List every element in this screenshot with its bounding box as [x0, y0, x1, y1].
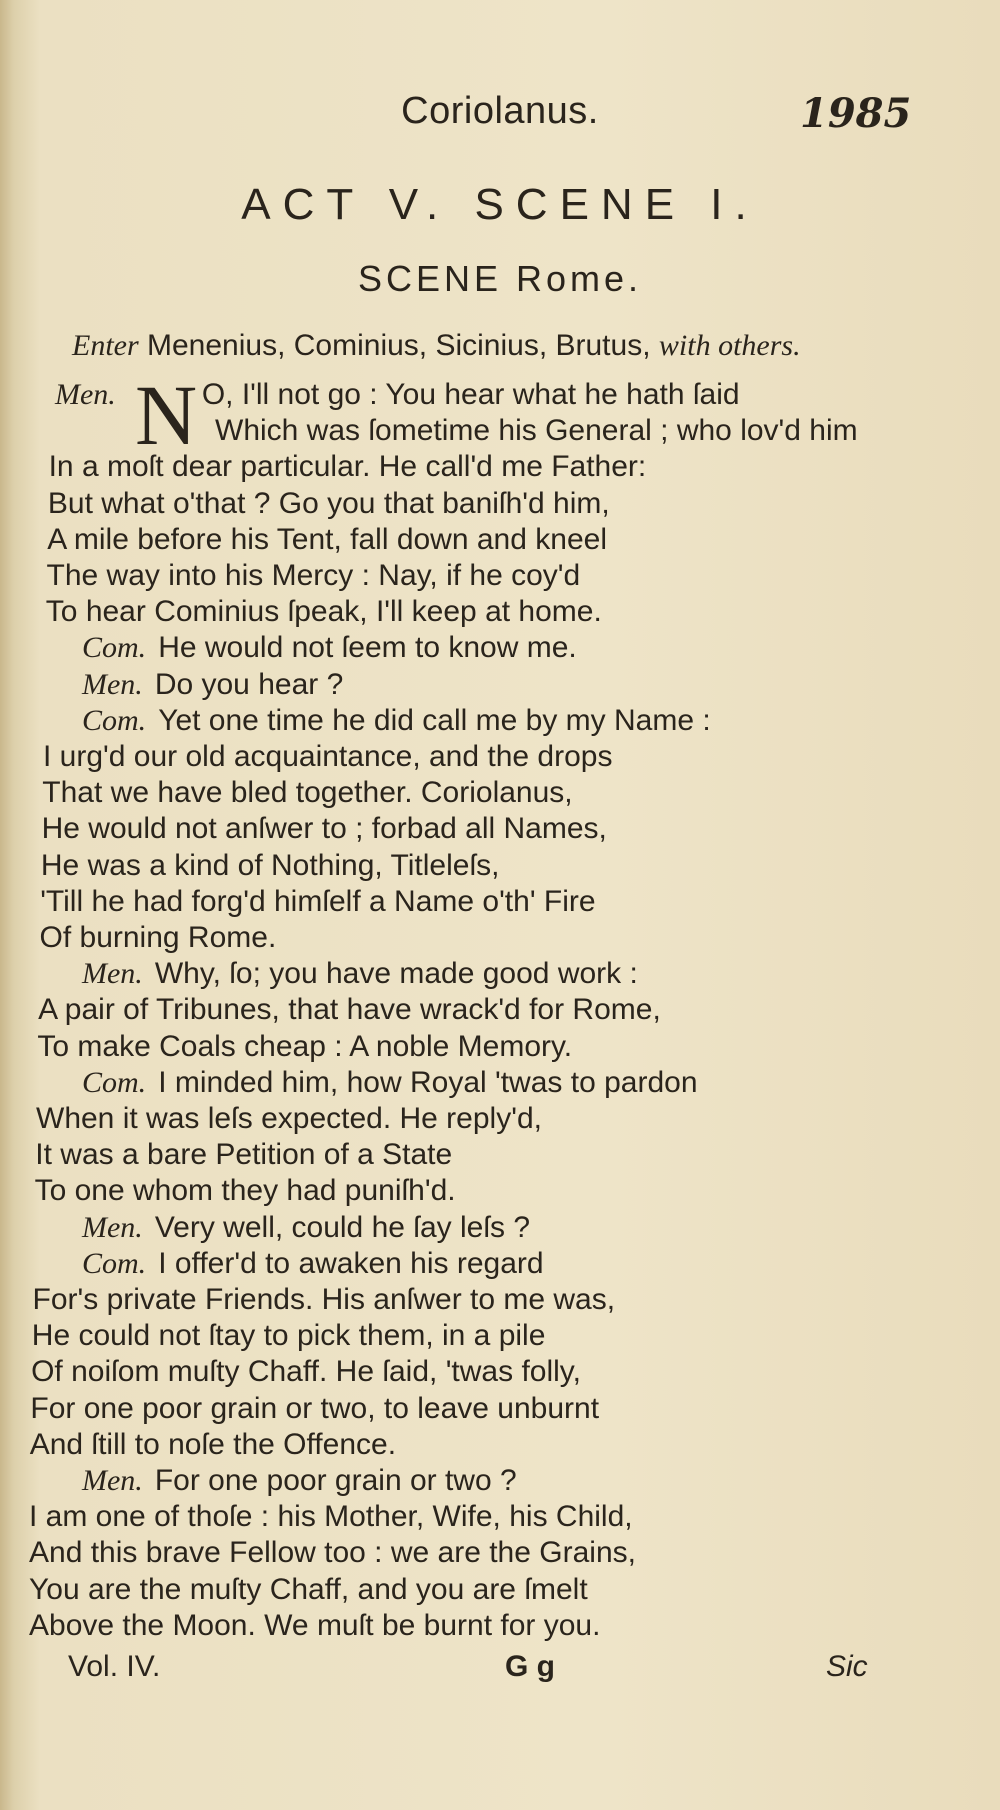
line-text: 'Till he had forg'd himſelf a Name o'th' Fire	[40, 884, 596, 918]
text-line	[48, 486, 610, 522]
scene-heading: SCENE Rome.	[357, 258, 643, 299]
text-line	[82, 1246, 544, 1282]
line-text: You are the muſty Chaff, and you are ſmelt	[29, 1572, 588, 1606]
line-text: I offer'd to awaken his regard	[158, 1246, 544, 1280]
text-line	[33, 1282, 616, 1318]
text-line	[55, 377, 740, 413]
speaker-name: Men.	[82, 1210, 143, 1244]
speaker-name: Com.	[82, 1246, 147, 1280]
stage-direction-names: Menenius, Cominius, Sicinius, Brutus,	[147, 329, 651, 362]
speaker-name: Com.	[82, 703, 147, 737]
text-line	[49, 449, 647, 485]
text-line	[82, 703, 711, 739]
line-text: He would not anſwer to ; forbad all Names,	[41, 812, 607, 846]
text-line	[82, 1463, 517, 1499]
line-text: In a moſt dear particular. He call'd me Father:	[48, 450, 647, 484]
line-text: I urg'd our old acquaintance, and the drops	[43, 740, 613, 773]
text-line	[38, 992, 661, 1028]
line-text: A mile before his Tent, fall down and kneel	[47, 522, 607, 556]
text-line	[40, 920, 277, 956]
text-line	[29, 1572, 588, 1608]
text-line	[47, 522, 607, 558]
line-text: For one poor grain or two ?	[154, 1464, 517, 1497]
line-text: I minded him, how Royal 'twas to pardon	[158, 1065, 698, 1099]
text-line	[29, 1608, 600, 1644]
speaker-name: Men.	[82, 1464, 143, 1497]
text-line	[42, 775, 572, 811]
text-line	[36, 1101, 542, 1137]
text-line	[30, 1427, 396, 1463]
text-line	[82, 1065, 698, 1101]
line-text: Very well, could he ſay leſs ?	[154, 1210, 531, 1244]
speaker-name: Men.	[82, 667, 143, 701]
text-line	[35, 1137, 452, 1173]
text-line	[82, 667, 343, 703]
speaker-name: Men.	[55, 378, 116, 411]
line-text: To make Coals cheap : A noble Memory.	[37, 1029, 573, 1063]
text-line	[215, 413, 858, 449]
text-line	[43, 739, 612, 775]
line-text: Of noiſom muſty Chaff. He ſaid, 'twas folly,	[31, 1355, 581, 1389]
line-text: And this brave Fellow too : we are the Grains,	[29, 1536, 636, 1570]
speaker-name: Men.	[82, 957, 143, 991]
line-text: He was a kind of Nothing, Titleleſs,	[40, 848, 500, 882]
line-text: And ſtill to noſe the Offence.	[29, 1427, 397, 1461]
text-line	[37, 1029, 572, 1065]
text-line	[31, 1354, 581, 1390]
line-text: For one poor grain or two, to leave unburnt	[30, 1391, 600, 1425]
text-line	[35, 1173, 456, 1209]
line-text: Why, ſo; you have made good work :	[154, 957, 638, 991]
text-line	[29, 1535, 636, 1571]
drop-capital: N	[135, 367, 198, 463]
speaker-name: Com.	[82, 1065, 147, 1099]
text-line	[30, 1391, 599, 1427]
text-line	[82, 630, 577, 666]
line-text: O, I'll not go : You hear what he hath ſaid	[201, 378, 740, 411]
line-text: It was a bare Petition of a State	[35, 1138, 453, 1172]
text-line	[46, 594, 602, 630]
line-text: But what o'that ? Go you that baniſh'd him,	[47, 486, 610, 520]
line-text: For's private Friends. His anſwer to me was,	[32, 1283, 616, 1316]
footer-volume: Vol. IV.	[68, 1650, 161, 1683]
text-line	[82, 956, 638, 992]
act-heading: ACT V. SCENE I.	[241, 180, 759, 229]
line-text: He would not ſeem to know me.	[158, 631, 577, 665]
stage-direction	[72, 328, 801, 364]
line-text: A pair of Tribunes, that have wrack'd for Rome,	[38, 993, 661, 1027]
text-line	[82, 1210, 530, 1246]
line-text: Above the Moon. We muſt be burnt for you.	[29, 1608, 601, 1642]
line-text: The way into his Mercy : Nay, if he coy'd	[46, 559, 581, 592]
footer-signature: G g	[505, 1650, 555, 1683]
text-line	[42, 811, 607, 847]
page-number: 1985	[800, 90, 912, 137]
line-text: Of burning Rome.	[39, 921, 277, 954]
text-line	[47, 558, 581, 594]
line-text: I am one of thoſe : his Mother, Wife, his Child,	[29, 1500, 633, 1534]
line-text: Do you hear ?	[154, 667, 344, 701]
stage-direction-others: with others.	[658, 329, 801, 362]
text-line	[40, 884, 595, 920]
text-line	[32, 1318, 546, 1354]
footer-catchword: Sic	[826, 1650, 868, 1683]
line-text: Yet one time he did call me by my Name :	[158, 703, 711, 737]
line-text: To hear Cominius ſpeak, I'll keep at home.	[45, 595, 602, 629]
text-line	[41, 848, 500, 884]
speaker-name: Com.	[82, 631, 147, 665]
line-text: Which was ſometime his General ; who lov'd him	[215, 414, 858, 448]
line-text: To one whom they had puniſh'd.	[34, 1174, 456, 1208]
line-text: He could not ſtay to pick them, in a pile	[31, 1319, 546, 1353]
stage-direction-enter: Enter	[72, 329, 139, 362]
line-text: When it was leſs expected. He reply'd,	[36, 1102, 542, 1135]
line-text: That we have bled together. Coriolanus,	[42, 776, 573, 810]
running-title: Coriolanus.	[401, 90, 599, 132]
text-line	[29, 1499, 633, 1535]
